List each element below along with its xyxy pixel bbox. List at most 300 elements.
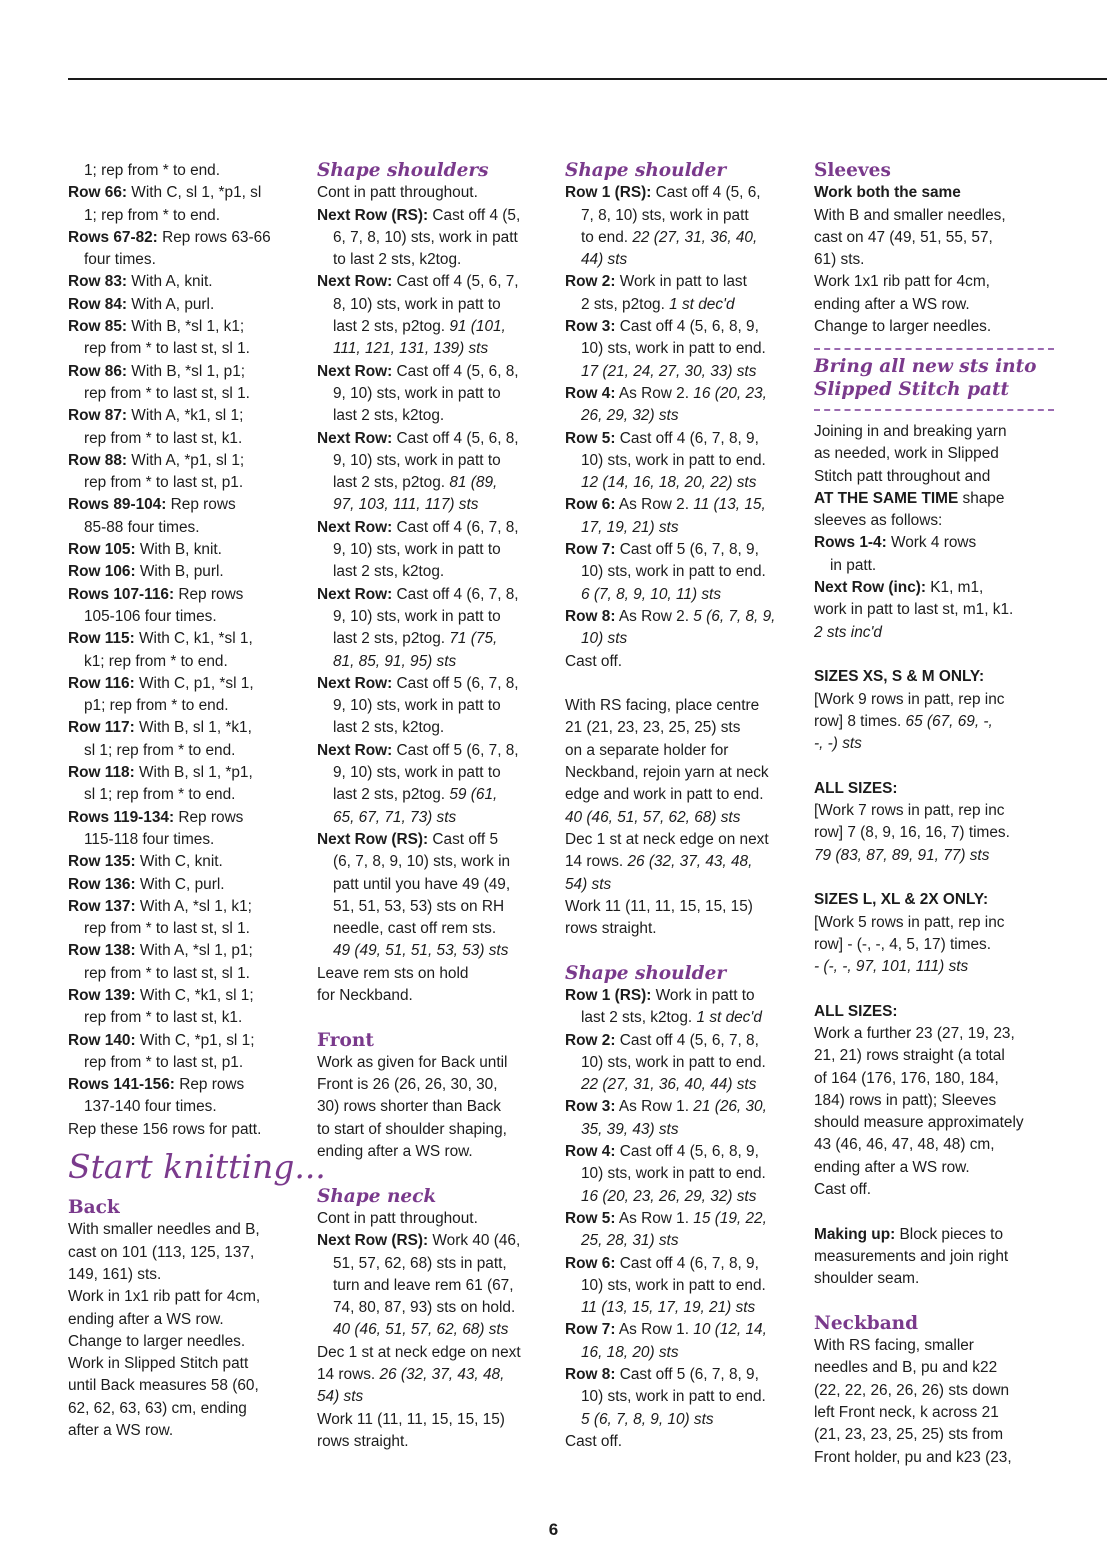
row-label: Row 117: [68,719,135,737]
pattern-line [317,182,553,204]
row-text: rep from * to last st, p1. [84,474,244,492]
row-text: Cast off 4 (5, 6, 8, 9, [615,1143,759,1161]
row-text: Cast off 5 (6, 7, 8, 9, [615,1366,759,1384]
row-text: As Row 2. [615,607,694,625]
pattern-line [565,1386,801,1408]
row-text: Cast off 5 (6, 7, 8, 9, [615,541,759,559]
pattern-line [68,673,304,695]
row-text: 9, 10) sts, work in patt to [333,764,501,782]
row-text: With A, knit. [127,273,213,291]
row-text: 14 rows. [317,1366,380,1384]
pattern-line [317,205,553,227]
pattern-line [317,383,553,405]
row-text: With C, purl. [135,875,225,893]
row-text: turn and leave rem 61 (67, [333,1276,514,1294]
pattern-line [565,762,801,784]
spacer [814,644,1054,666]
row-text: With B and smaller needles, [814,206,1006,224]
row-text: 21, 21) rows straight (a total [814,1047,1005,1065]
row-text: to start of shoulder shaping, [317,1120,507,1138]
pattern-line [317,227,553,249]
pattern-line [317,1319,553,1341]
subheading: Work both the same [814,184,961,202]
stitch-count: 16 (20, 23, 26, 29, 32) sts [581,1187,757,1205]
stitch-count: 44) sts [581,251,628,269]
pattern-line [317,695,553,717]
row-text: sl 1; rep from * to end. [84,786,236,804]
pattern-line [565,205,801,227]
row-text: Work in 1x1 rib patt for 4cm, [68,1288,261,1306]
pattern-line [68,517,304,539]
stitch-count: 49 (49, 51, 51, 53, 53) sts [333,942,509,960]
row-text: Work 11 (11, 11, 15, 15, 15) [317,1410,505,1428]
row-text: With A, *sl 1, k1; [135,897,252,915]
stitch-count: 54) sts [565,875,612,893]
pattern-line [317,740,553,762]
row-text: 21 (21, 23, 23, 25, 25) sts [565,719,741,737]
row-label: Row 7: [565,541,616,559]
pattern-line [317,673,553,695]
pattern-line [565,695,801,717]
row-text: Dec 1 st at neck edge on next [565,830,769,848]
pattern-line [565,628,801,650]
section-heading: Shape neck [317,1185,437,1207]
row-text: 1; rep from * to end. [84,206,221,224]
row-text: rep from * to last st, p1. [84,1053,244,1071]
row-text: Cast off 4 (6, 7, 8, 9, [615,429,759,447]
row-text: With RS facing, place centre [565,697,760,715]
pattern-line [814,912,1054,934]
pattern-line [68,651,304,673]
dashed-divider [814,348,1054,350]
row-text: With B, sl 1, *k1, [134,719,252,737]
pattern-line [565,1096,801,1118]
pattern-line [68,896,304,918]
row-text: rep from * to last st, k1. [84,429,243,447]
pattern-line [814,555,1054,577]
row-text: With A, *k1, sl 1; [127,407,244,425]
row-text: Cast off. [814,1181,872,1199]
pattern-line [68,695,304,717]
row-text: Work 40 (46, [428,1232,521,1250]
stitch-count: -, -) sts [814,735,862,753]
pattern-line [317,584,553,606]
row-text: 10) sts, work in patt to end. [581,340,766,358]
pattern-line [68,1264,304,1286]
pattern-line [317,1253,553,1275]
pattern-line [68,494,304,516]
pattern-line [565,1364,801,1386]
pattern-line [565,561,801,583]
row-label: Next Row (RS): [317,1232,429,1250]
pattern-line [68,1030,304,1052]
pattern-line [814,249,1054,271]
stitch-count: 12 (14, 16, 18, 20, 22) sts [581,474,757,492]
pattern-line [68,740,304,762]
row-label: Rows 107-116: [68,585,175,603]
row-text: 105-106 four times. [84,607,217,625]
pattern-line [814,1402,1054,1424]
pattern-line [565,1409,801,1431]
pattern-line [68,1242,304,1264]
pattern-line [814,1224,1054,1246]
row-text: Cast off 4 (5, [428,206,521,224]
pattern-line [814,711,1054,733]
stitch-count: 17 (21, 24, 27, 30, 33) sts [581,362,757,380]
row-text: (6, 7, 8, 9, 10) sts, work in [333,853,511,871]
stitch-count: 11 (13, 15, 17, 19, 21) sts [581,1299,756,1317]
pattern-line [317,1230,553,1252]
section-heading: Shape shoulder [565,160,727,181]
stitch-count: 65, 67, 71, 73) sts [333,808,457,826]
row-text: 10) sts, work in patt to end. [581,1276,766,1294]
row-text: With B, *sl 1, k1; [127,318,245,336]
row-text: 30) rows shorter than Back [317,1098,501,1116]
row-label: Row 8: [565,607,616,625]
pattern-line [317,1386,553,1408]
section-heading: Shape shoulder [565,962,727,984]
row-text: [Work 7 rows in patt, rep inc [814,802,1005,820]
row-text: [Work 5 rows in patt, rep inc [814,913,1005,931]
row-text: Block pieces to [895,1225,1004,1243]
pattern-line [814,294,1054,316]
column-1 [68,160,326,1442]
row-text: sl 1; rep from * to end. [84,741,236,759]
pattern-line [565,1342,801,1364]
row-label: Row 2: [565,273,616,291]
pattern-line [317,361,553,383]
row-label: Next Row: [317,429,393,447]
pattern-line [565,1030,801,1052]
pattern-line [814,316,1054,338]
pattern-line [68,450,304,472]
row-text: shoulder seam. [814,1270,920,1288]
row-text: With RS facing, smaller [814,1337,974,1355]
row-label: Making up: [814,1225,896,1243]
row-label: Row 138: [68,942,136,960]
row-text: Cast off. [565,1432,623,1450]
stitch-count: 40 (46, 51, 57, 62, 68) sts [333,1321,509,1339]
spacer [814,755,1054,777]
pattern-line [814,800,1054,822]
section-heading: Shape shoulders [317,160,489,181]
row-text: rep from * to last st, k1. [84,1009,243,1027]
pattern-line [814,1068,1054,1090]
row-label: Row 106: [68,563,136,581]
stitch-count: 65 (67, 69, -, [905,712,993,730]
pattern-line [68,249,304,271]
row-text: after a WS row. [68,1422,174,1440]
row-text: Cast off. [565,652,623,670]
pattern-line [68,717,304,739]
row-text: As Row 2. [615,384,694,402]
row-text: Front is 26 (26, 26, 30, 30, [317,1076,498,1094]
row-text: Front holder, pu and k23 (23, [814,1448,1012,1466]
row-label: Row 118: [68,764,135,782]
stitch-count: - (-, -, 97, 101, 111) sts [814,958,969,976]
pattern-line [565,1275,801,1297]
stitch-count: 6 (7, 8, 9, 10, 11) sts [581,585,722,603]
pattern-line [317,807,553,829]
pattern-line [565,361,801,383]
stitch-count: 97, 103, 111, 117) sts [333,496,479,514]
row-label: Rows 141-156: [68,1076,175,1094]
pattern-line [814,466,1054,488]
section-heading: Back [68,1197,120,1219]
pattern-line [565,584,801,606]
pattern-line [814,599,1054,621]
row-label: Row 6: [565,1254,616,1272]
stitch-count: 11 (13, 15, [693,496,766,514]
row-text: ending after a WS row. [317,1143,473,1161]
pattern-line [814,1335,1054,1357]
row-text: As Row 2. [615,496,694,514]
pattern-line [317,1409,553,1431]
row-text: Rep rows [174,808,244,826]
row-label: Row 83: [68,273,128,291]
row-text: Rep rows 63-66 [157,228,271,246]
row-text: With B, knit. [135,541,222,559]
row-text: left Front neck, k across 21 [814,1404,999,1422]
pattern-line [317,985,553,1007]
row-text: Rep rows [174,585,244,603]
pattern-line [814,1134,1054,1156]
pattern-line [68,1219,304,1241]
pattern-line [565,1007,801,1029]
row-text: 9, 10) sts, work in patt to [333,384,501,402]
row-text: With A, *sl 1, p1; [135,942,253,960]
pattern-line [68,851,304,873]
stitch-count: 81 (89, [449,474,498,492]
row-label: Row 8: [565,1366,616,1384]
row-text: patt until you have 49 (49, [333,875,511,893]
row-label: Row 140: [68,1031,136,1049]
row-text: Cast off 4 (5, 6, 8, [392,429,519,447]
pattern-line [317,1074,553,1096]
row-text: 61) sts. [814,251,865,269]
pattern-line [565,717,801,739]
pattern-line [68,160,304,182]
pattern-line [68,1052,304,1074]
pattern-line [814,1357,1054,1379]
row-label: Row 66: [68,184,128,202]
pattern-line [68,584,304,606]
row-text: 9, 10) sts, work in patt to [333,541,501,559]
pattern-line [565,918,801,940]
row-text: 9, 10) sts, work in patt to [333,607,501,625]
pattern-line [565,874,801,896]
spacer [317,1163,553,1185]
pattern-line [68,963,304,985]
row-text: Work 1x1 rib patt for 4cm, [814,273,990,291]
row-label: Row 87: [68,407,128,425]
stitch-count: 40 (46, 51, 57, 62, 68) sts [565,808,741,826]
page-number: 6 [548,1520,559,1539]
row-text: until Back measures 58 (60, [68,1377,259,1395]
pattern-line [317,651,553,673]
spacer [814,867,1054,889]
row-text: Joining in and breaking yarn [814,422,1007,440]
row-text: Work in patt to last [615,273,747,291]
pattern-line [814,421,1054,443]
pattern-line [317,450,553,472]
row-label: Row 88: [68,451,128,469]
stitch-count: 10 (12, 14, [693,1321,767,1339]
pattern-line [317,428,553,450]
pattern-line [68,784,304,806]
row-label: Row 85: [68,318,128,336]
pattern-line [317,717,553,739]
pattern-line [814,1447,1054,1469]
pattern-line [68,940,304,962]
row-text: 62, 62, 63, 63) cm, ending [68,1399,247,1417]
pattern-line [68,182,304,204]
row-text: Dec 1 st at neck edge on next [317,1343,521,1361]
pattern-line [814,271,1054,293]
pattern-line [317,1208,553,1230]
row-text: to end. [581,228,633,246]
stitch-count: 59 (61, [449,786,498,804]
pattern-line [317,1431,553,1453]
pattern-line [68,1096,304,1118]
row-text: of 164 (176, 176, 180, 184, [814,1069,999,1087]
row-label: AT THE SAME TIME [814,489,959,507]
stitch-count: 111, 121, 131, 139) sts [333,340,489,358]
row-label: Rows 119-134: [68,808,175,826]
section-heading: Bring all new sts into [814,356,1037,378]
row-label: Row 2: [565,1031,616,1049]
start-knitting-heading: Start knitting... [68,1147,326,1187]
pattern-line [317,271,553,293]
subheading: SIZES L, XL & 2X ONLY: [814,891,989,909]
row-text: on a separate holder for [565,741,729,759]
pattern-line [317,1364,553,1386]
stitch-count: 26 (32, 37, 43, 48, [627,853,753,871]
row-label: Row 105: [68,541,136,559]
row-label: Row 6: [565,496,616,514]
row-text: With C, p1, *sl 1, [134,674,254,692]
row-text: ending after a WS row. [814,295,970,313]
pattern-line [317,963,553,985]
row-text: [Work 9 rows in patt, rep inc [814,690,1005,708]
pattern-line [565,1119,801,1141]
row-text: four times. [84,251,156,269]
row-text: ending after a WS row. [814,1158,970,1176]
row-label: Row 3: [565,318,616,336]
pattern-line [317,1119,553,1141]
row-text: Cont in patt throughout. [317,1209,478,1227]
pattern-line [565,896,801,918]
row-text: 51, 51, 53, 53) sts on RH [333,897,505,915]
row-label: Row 136: [68,875,136,893]
pattern-line [565,807,801,829]
pattern-line [565,1074,801,1096]
pattern-line [68,1420,304,1442]
pattern-line [565,1230,801,1252]
subheading: SIZES XS, S & M ONLY: [814,668,985,686]
row-text: Cast off 4 (5, 6, [651,184,761,202]
pattern-line [68,829,304,851]
subheading: ALL SIZES: [814,779,898,797]
pattern-line [317,1052,553,1074]
pattern-line [565,405,801,427]
pattern-line [565,851,801,873]
pattern-line [68,316,304,338]
row-label: Next Row (RS): [317,830,429,848]
stitch-count: 22 (27, 31, 36, 40, 44) sts [581,1076,757,1094]
pattern-line [814,443,1054,465]
row-label: Rows 1-4: [814,534,887,552]
pattern-line [68,606,304,628]
stitch-count: 17, 19, 21) sts [581,518,679,536]
row-text: 2 sts, p2tog. [581,295,670,313]
row-text: last 2 sts, k2tog. [581,1009,697,1027]
pattern-line [68,628,304,650]
pattern-line [317,338,553,360]
row-label: Row 1 (RS): [565,986,652,1004]
row-text: With C, *k1, sl 1; [135,986,254,1004]
pattern-line [317,606,553,628]
row-text: As Row 1. [615,1209,694,1227]
row-text: should measure approximately [814,1114,1024,1132]
pattern-line [317,784,553,806]
stitch-count: 35, 39, 43) sts [581,1120,679,1138]
pattern-line [814,227,1054,249]
pattern-line [565,1163,801,1185]
row-label: Row 139: [68,986,136,1004]
row-text: Work 11 (11, 11, 15, 15, 15) [565,897,753,915]
pattern-line [317,851,553,873]
row-label: Row 5: [565,429,616,447]
row-text: With C, sl 1, *p1, sl [127,184,262,202]
row-label: Row 115: [68,630,135,648]
pattern-line [317,829,553,851]
row-text: 9, 10) sts, work in patt to [333,697,501,715]
pattern-line [814,1023,1054,1045]
stitch-count: 21 (26, 30, [693,1098,767,1116]
row-text: As Row 1. [615,1321,694,1339]
row-text: Work in Slipped Stitch patt [68,1355,249,1373]
pattern-line [317,896,553,918]
row-text: 149, 161) sts. [68,1265,162,1283]
row-label: Next Row (RS): [317,206,429,224]
pattern-line [814,1380,1054,1402]
spacer [814,978,1054,1000]
pattern-line [68,294,304,316]
pattern-line [814,689,1054,711]
pattern-line [317,494,553,516]
row-label: Next Row: [317,362,393,380]
pattern-line [565,606,801,628]
row-text: 14 rows. [565,853,628,871]
pattern-line [317,249,553,271]
row-text: K1, m1, [926,579,984,597]
row-label: Row 1 (RS): [565,184,652,202]
pattern-line [565,740,801,762]
row-text: (21, 23, 23, 25, 25) sts from [814,1426,1004,1444]
row-text: 10) sts, work in patt to end. [581,1053,766,1071]
row-text: Neckband, rejoin yarn at neck [565,764,769,782]
pattern-line [68,1331,304,1353]
row-text: to last 2 sts, k2tog. [333,251,462,269]
row-text: 8, 10) sts, work in patt to [333,295,501,313]
pattern-line [68,227,304,249]
row-text: rep from * to last st, sl 1. [84,964,250,982]
column-3 [565,160,801,1453]
row-text: for Neckband. [317,986,413,1004]
stitch-count: 26 (32, 37, 43, 48, [379,1366,505,1384]
row-text: k1; rep from * to end. [84,652,228,670]
